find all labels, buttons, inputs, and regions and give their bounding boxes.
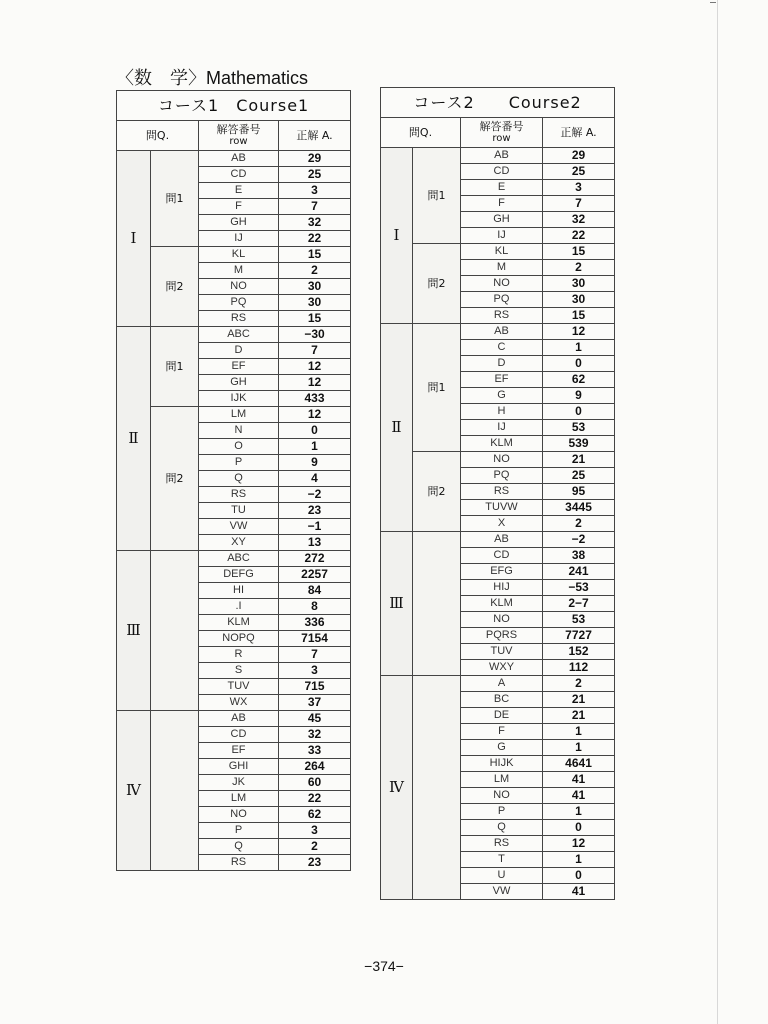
section-label: Ⅰ	[381, 148, 413, 324]
answer-row	[381, 532, 615, 548]
answer-value: 0	[279, 423, 351, 439]
answer-value: 1	[543, 340, 615, 356]
answer-value: 1	[543, 852, 615, 868]
answer-row-id: KL	[199, 247, 279, 263]
answer-value: 45	[279, 711, 351, 727]
answer-row-id: Q	[199, 839, 279, 855]
answer-row	[117, 407, 351, 423]
answer-value: 715	[279, 679, 351, 695]
answer-value: 12	[279, 375, 351, 391]
answer-row-id: G	[461, 388, 543, 404]
answer-row-id: TU	[199, 503, 279, 519]
answer-row	[381, 676, 615, 692]
answer-row-id: M	[461, 260, 543, 276]
answer-value: 33	[279, 743, 351, 759]
answer-row-id: RS	[199, 855, 279, 871]
answer-value: 152	[543, 644, 615, 660]
answer-value: 23	[279, 503, 351, 519]
answer-value: 84	[279, 583, 351, 599]
course1-title: コース1 Course1	[117, 91, 351, 121]
question-group-label: 問1	[413, 148, 461, 244]
course2-col-row	[461, 118, 543, 148]
answer-row-id: IJ	[461, 420, 543, 436]
course1-col-row	[199, 121, 279, 151]
answer-value: 1	[543, 740, 615, 756]
answer-value: 0	[543, 868, 615, 884]
answer-row-id: NO	[199, 279, 279, 295]
answer-row-id: TUVW	[461, 500, 543, 516]
answer-value: 15	[543, 308, 615, 324]
corner-mark	[710, 2, 716, 3]
answer-row-id: DEFG	[199, 567, 279, 583]
answer-value: 25	[279, 167, 351, 183]
answer-value: 22	[279, 791, 351, 807]
answer-row-id: PQRS	[461, 628, 543, 644]
answer-value: 38	[543, 548, 615, 564]
answer-value: 433	[279, 391, 351, 407]
answer-row	[381, 244, 615, 260]
answer-row-id: VW	[461, 884, 543, 900]
course2-col-question: 問Q.	[381, 118, 461, 148]
answer-row-id: CD	[461, 164, 543, 180]
answer-row-id: KLM	[199, 615, 279, 631]
answer-value: 272	[279, 551, 351, 567]
answer-row-id: NO	[199, 807, 279, 823]
answer-value: 21	[543, 452, 615, 468]
answer-value: 9	[543, 388, 615, 404]
question-group-label: 問1	[151, 151, 199, 247]
answer-row-id: .I	[199, 599, 279, 615]
answer-value: 4	[279, 471, 351, 487]
question-group-label: 問2	[413, 452, 461, 532]
answer-row-id: N	[199, 423, 279, 439]
answer-row-id: KLM	[461, 596, 543, 612]
answer-value: 12	[279, 359, 351, 375]
answer-row-id: EFG	[461, 564, 543, 580]
answer-row-id: NO	[461, 452, 543, 468]
answer-row	[381, 148, 615, 164]
answer-value: 3	[279, 663, 351, 679]
answer-row-id: R	[199, 647, 279, 663]
answer-row-id: D	[461, 356, 543, 372]
answer-row-id: AB	[461, 532, 543, 548]
answer-value: 2257	[279, 567, 351, 583]
page-number: −374−	[364, 958, 404, 974]
answer-value: 60	[279, 775, 351, 791]
answer-row-id: RS	[199, 487, 279, 503]
answer-row	[117, 711, 351, 727]
course2-title: コース2 Course2	[381, 88, 615, 118]
answer-row-id: HIJK	[461, 756, 543, 772]
answer-row-id: CD	[199, 727, 279, 743]
answer-value: −2	[279, 487, 351, 503]
answer-value: −1	[279, 519, 351, 535]
answer-value: 9	[279, 455, 351, 471]
answer-value: 3	[279, 823, 351, 839]
answer-row-id: A	[461, 676, 543, 692]
answer-value: 29	[543, 148, 615, 164]
answer-value: 0	[543, 356, 615, 372]
answer-value: 12	[543, 324, 615, 340]
answer-value: −30	[279, 327, 351, 343]
answer-value: 29	[279, 151, 351, 167]
answer-value: 539	[543, 436, 615, 452]
answer-value: 32	[279, 727, 351, 743]
question-group-label	[151, 551, 199, 711]
course1-answer-table	[116, 90, 351, 871]
answer-value: 41	[543, 884, 615, 900]
answer-value: 21	[543, 692, 615, 708]
answer-value: 62	[543, 372, 615, 388]
answer-value: 2	[543, 260, 615, 276]
answer-row-id: GH	[199, 375, 279, 391]
answer-value: 4641	[543, 756, 615, 772]
answer-value: −53	[543, 580, 615, 596]
answer-row-id: ABC	[199, 551, 279, 567]
answer-row-id: GH	[199, 215, 279, 231]
question-group-label: 問1	[151, 327, 199, 407]
answer-row-id: Q	[461, 820, 543, 836]
answer-value: 336	[279, 615, 351, 631]
answer-value: 25	[543, 164, 615, 180]
answer-row-id: ABC	[199, 327, 279, 343]
answer-value: 7	[279, 343, 351, 359]
section-label: Ⅱ	[381, 324, 413, 532]
answer-row-id: RS	[199, 311, 279, 327]
answer-row-id: AB	[199, 151, 279, 167]
answer-row-id: EF	[199, 743, 279, 759]
answer-value: 37	[279, 695, 351, 711]
question-group-label: 問1	[413, 324, 461, 452]
answer-row-id: EF	[199, 359, 279, 375]
answer-row	[117, 327, 351, 343]
page-title: 〈数 学〉Mathematics	[116, 68, 309, 88]
answer-row-id: HIJ	[461, 580, 543, 596]
answer-row-id: RS	[461, 836, 543, 852]
answer-value: 30	[543, 276, 615, 292]
course1-col-question: 問Q.	[117, 121, 199, 151]
answer-value: 2	[279, 839, 351, 855]
answer-row-id: E	[461, 180, 543, 196]
answer-row-id: D	[199, 343, 279, 359]
question-group-label	[151, 711, 199, 871]
answer-row-id: TUV	[199, 679, 279, 695]
answer-row-id: H	[461, 404, 543, 420]
answer-row-id: AB	[461, 324, 543, 340]
answer-row-id: Q	[199, 471, 279, 487]
answer-row-id: P	[199, 823, 279, 839]
answer-row-id: CD	[461, 548, 543, 564]
answer-row-id: C	[461, 340, 543, 356]
course2-col-answer: 正解 A.	[543, 118, 615, 148]
answer-value: 0	[543, 404, 615, 420]
answer-value: 2−7	[543, 596, 615, 612]
answer-row-id: TUV	[461, 644, 543, 660]
answer-row-id: S	[199, 663, 279, 679]
question-group-label	[413, 532, 461, 676]
answer-value: 15	[279, 311, 351, 327]
question-group-label: 問2	[151, 407, 199, 551]
answer-row	[381, 452, 615, 468]
answer-value: 15	[279, 247, 351, 263]
answer-value: 3	[279, 183, 351, 199]
answer-value: 1	[543, 804, 615, 820]
answer-row-id: PQ	[199, 295, 279, 311]
answer-value: 62	[279, 807, 351, 823]
answer-row-id: NOPQ	[199, 631, 279, 647]
answer-value: 0	[543, 820, 615, 836]
answer-row-id: GHI	[199, 759, 279, 775]
answer-value: −2	[543, 532, 615, 548]
section-label: Ⅱ	[117, 327, 151, 551]
answer-value: 7	[543, 196, 615, 212]
answer-value: 41	[543, 772, 615, 788]
answer-value: 7727	[543, 628, 615, 644]
answer-value: 2	[543, 516, 615, 532]
answer-row-id: LM	[199, 407, 279, 423]
answer-value: 7	[279, 199, 351, 215]
answer-row-id: NO	[461, 788, 543, 804]
answer-value: 15	[543, 244, 615, 260]
answer-row-id: F	[461, 724, 543, 740]
answer-row-id: LM	[461, 772, 543, 788]
page-edge-line	[717, 0, 718, 1024]
answer-row	[117, 551, 351, 567]
answer-row-id: NO	[461, 612, 543, 628]
answer-value: 22	[543, 228, 615, 244]
answer-row-id: P	[461, 804, 543, 820]
answer-row-id: IJ	[461, 228, 543, 244]
answer-value: 21	[543, 708, 615, 724]
course1-col-row-jp: 解答番号	[216, 123, 261, 136]
answer-value: 112	[543, 660, 615, 676]
course2-col-row-jp: 解答番号	[479, 120, 524, 133]
answer-row-id: F	[461, 196, 543, 212]
section-label: Ⅳ	[381, 676, 413, 900]
answer-row-id: PQ	[461, 292, 543, 308]
course2-answer-table	[380, 87, 615, 900]
answer-row	[381, 324, 615, 340]
answer-value: 53	[543, 612, 615, 628]
course1-col-row-en: row	[229, 136, 248, 147]
answer-value: 1	[279, 439, 351, 455]
course2-col-row-en: row	[492, 133, 511, 144]
question-group-label: 問2	[151, 247, 199, 327]
answer-row-id: CD	[199, 167, 279, 183]
answer-row-id: BC	[461, 692, 543, 708]
answer-row-id: X	[461, 516, 543, 532]
answer-value: 7	[279, 647, 351, 663]
answer-row-id: M	[199, 263, 279, 279]
answer-row-id: WXY	[461, 660, 543, 676]
answer-row-id: WX	[199, 695, 279, 711]
answer-value: 53	[543, 420, 615, 436]
answer-row-id: F	[199, 199, 279, 215]
answer-value: 3	[543, 180, 615, 196]
answer-row-id: EF	[461, 372, 543, 388]
answer-value: 30	[279, 295, 351, 311]
answer-value: 2	[543, 676, 615, 692]
answer-value: 32	[543, 212, 615, 228]
answer-value: 241	[543, 564, 615, 580]
answer-value: 8	[279, 599, 351, 615]
section-label: Ⅲ	[117, 551, 151, 711]
answer-row-id: GH	[461, 212, 543, 228]
section-label: Ⅲ	[381, 532, 413, 676]
answer-row-id: XY	[199, 535, 279, 551]
question-group-label: 問2	[413, 244, 461, 324]
answer-row-id: PQ	[461, 468, 543, 484]
answer-row-id: JK	[199, 775, 279, 791]
answer-value: 30	[279, 279, 351, 295]
answer-row-id: IJK	[199, 391, 279, 407]
answer-row-id: RS	[461, 484, 543, 500]
answer-row-id: P	[199, 455, 279, 471]
answer-value: 13	[279, 535, 351, 551]
answer-value: 30	[543, 292, 615, 308]
answer-value: 25	[543, 468, 615, 484]
answer-row-id: IJ	[199, 231, 279, 247]
answer-row-id: DE	[461, 708, 543, 724]
answer-value: 12	[543, 836, 615, 852]
answer-value: 41	[543, 788, 615, 804]
question-group-label	[413, 676, 461, 900]
answer-row	[117, 151, 351, 167]
course1-col-answer: 正解 A.	[279, 121, 351, 151]
answer-row-id: RS	[461, 308, 543, 324]
answer-value: 22	[279, 231, 351, 247]
answer-row-id: KL	[461, 244, 543, 260]
answer-value: 95	[543, 484, 615, 500]
answer-row-id: HI	[199, 583, 279, 599]
answer-row-id: G	[461, 740, 543, 756]
answer-row-id: O	[199, 439, 279, 455]
answer-row-id: LM	[199, 791, 279, 807]
answer-row-id: VW	[199, 519, 279, 535]
answer-row-id: U	[461, 868, 543, 884]
answer-value: 23	[279, 855, 351, 871]
section-label: Ⅰ	[117, 151, 151, 327]
answer-value: 3445	[543, 500, 615, 516]
answer-row-id: KLM	[461, 436, 543, 452]
answer-value: 2	[279, 263, 351, 279]
answer-row-id: NO	[461, 276, 543, 292]
answer-row	[117, 247, 351, 263]
answer-row-id: AB	[461, 148, 543, 164]
answer-value: 7154	[279, 631, 351, 647]
answer-row-id: AB	[199, 711, 279, 727]
answer-value: 32	[279, 215, 351, 231]
answer-value: 12	[279, 407, 351, 423]
answer-row-id: T	[461, 852, 543, 868]
answer-value: 264	[279, 759, 351, 775]
section-label: Ⅳ	[117, 711, 151, 871]
answer-row-id: E	[199, 183, 279, 199]
answer-value: 1	[543, 724, 615, 740]
